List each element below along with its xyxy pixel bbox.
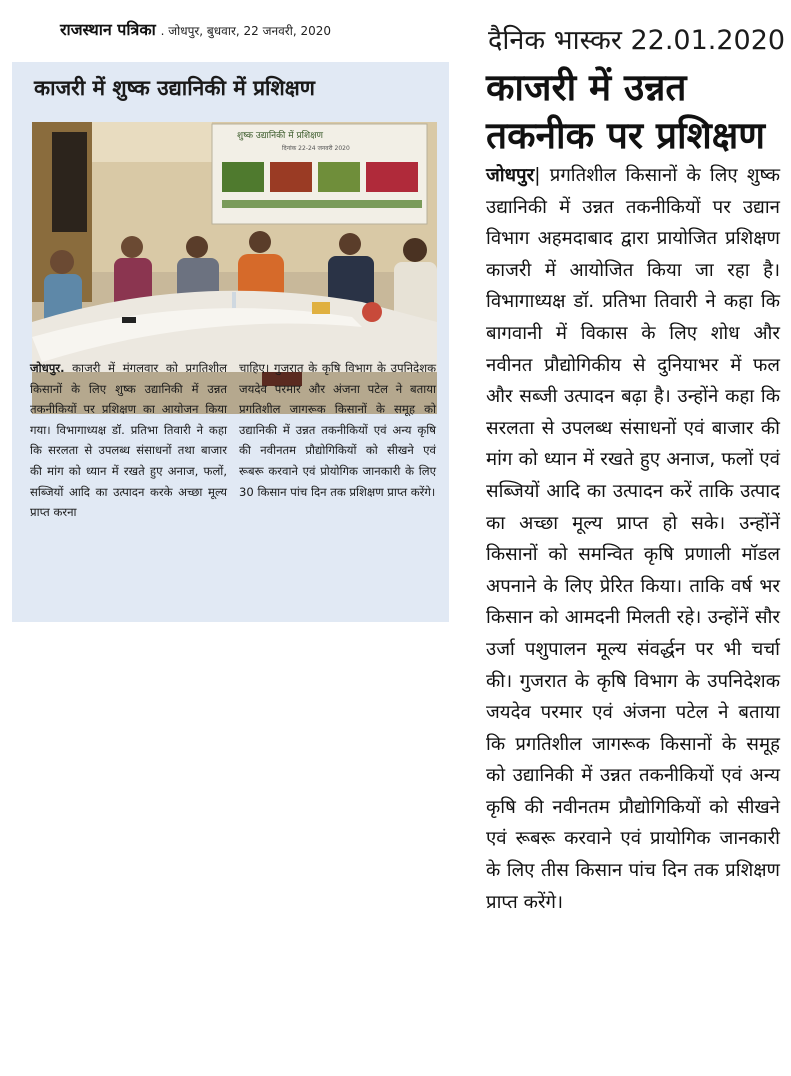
right-headline: काजरी में उन्नत तकनीक पर प्रशिक्षण (486, 66, 766, 157)
left-dateline: . जोधपुर, बुधवार, 22 जनवरी, 2020 (160, 24, 331, 38)
banner-date: दिनांक 22-24 जनवरी 2020 (282, 145, 350, 152)
right-article-body (486, 160, 780, 918)
left-clipping (12, 62, 449, 622)
right-body-dateline: जोधपुर (486, 165, 535, 186)
left-headline: काजरी में शुष्क उद्यानिकी में प्रशिक्षण (34, 76, 315, 100)
left-body-dateline: जोधपुर. (30, 361, 65, 375)
left-body-col1-text: काजरी में मंगलवार को प्रगतिशील किसानों के लिए शुष्क उद्यानिकी में उन्नत तकनीकियों पर प्रशिक्षण का आयोजन किया गया। विभागाध्यक्ष डॉ. प्रतिभा तिवारी ने कहा कि सरलता से उपलब्ध संसाधनों तथा बाजार की मांग को ध्यान में रखते हुए अनाज, फलों, सब्जियों आदि का उत्पादन करके अच्छा मूल्य प्राप्त करना (30, 361, 227, 520)
right-masthead (488, 20, 788, 57)
left-paper-name: राजस्थान पत्रिका (60, 20, 156, 39)
left-article-body (30, 358, 436, 523)
left-article-col-1 (30, 358, 227, 523)
left-masthead (60, 18, 420, 46)
right-body-text: | प्रगतिशील किसानों के लिए शुष्क उद्यानिकी में उन्नत तकनीकियों पर उद्यान विभाग अहमदाबाद द्वारा प्रायोजित प्रशिक्षण काजरी में आयोजित किया जा रहा है। विभागाध्यक्ष डॉ. प्रतिभा तिवारी ने कहा कि बागवानी में विकास के लिए शोध और नवीनत प्रौद्योगिकीय से दुनियाभर में फल और सब्जी उत्पादन बढ़ा है। उन्होंने कहा कि सरलता से उपलब्ध संसाधनों एवं बाजार की मांग को ध्यान में रखते हुए अनाज, फलों एवं सब्जियों आदि का उत्पादन करें ताकि उत्पाद का अच्छा मूल्य प्राप्त हो सके। उन्होंनें किसानों को समन्वित कृषि प्रणाली मॉडल अपनाने के लिए प्रेरित किया। ताकि वर्ष भर किसान को आमदनी मिलती रहे। उन्होंनें सौर उर्जा पशुपालन मूल्य संवर्द्धन पर भी चर्चा की। गुजरात के कृषि विभाग के उपनिदेशक जयदेव परमार एवं अंजना पटेल ने बताया कि प्रगतिशील जागरूक किसानों के समूह को उद्यानिकी में उन्नत तकनीकियों एवं अन्य कृषि की नवीनतम प्रौद्योगिकियों को सीखने एवं रूबरू करवाने एवं प्रायोगिक जानकारी के लिए तीस किसान पांच दिन तक प्रशिक्षण प्राप्त करेंगे। (486, 165, 780, 913)
right-paper-name: दैनिक भास्कर (488, 25, 622, 56)
right-date: 22.01.2020 (630, 25, 786, 56)
banner-title: शुष्क उद्यानिकी में प्रशिक्षण (237, 131, 324, 141)
left-article-col-2: चाहिए। गुजरात के कृषि विभाग के उपनिदेशक जयदेव परमार और अंजना पटेल ने बताया प्रगतिशील जागरूक किसानों के समूह को उद्यानिकी में उन्नत तकनीकियों एवं अन्य कृषि की नवीनतम प्रौद्योगिकियों को सीखने एवं रूबरू करवाने एवं प्रोयोगिक जानकारी के लिए 30 किसान पांच दिन तक प्रशिक्षण प्राप्त करेंगे। (239, 361, 436, 499)
